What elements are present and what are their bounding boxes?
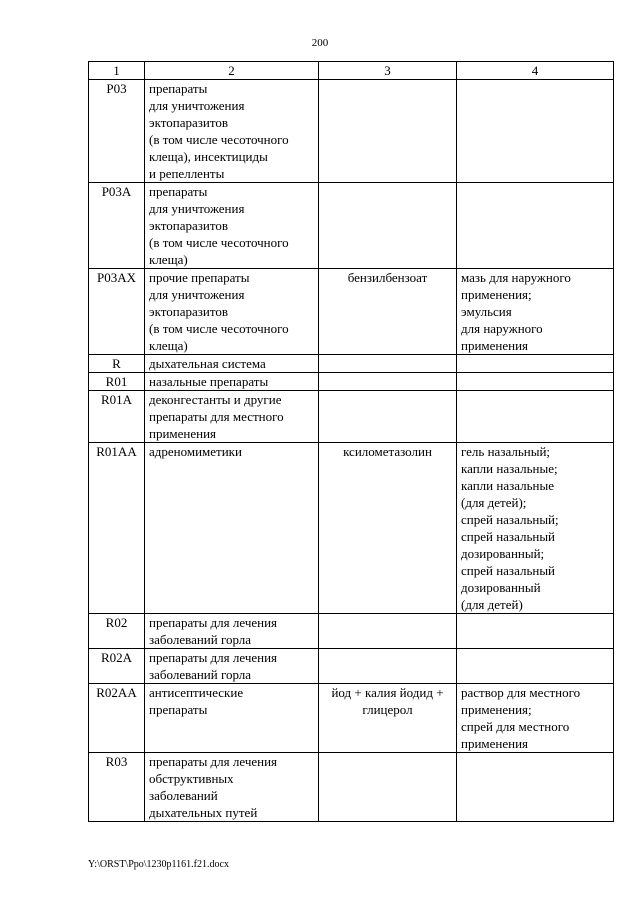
- form-cell: [457, 614, 614, 649]
- table-row: [89, 373, 614, 391]
- form-cell: [457, 373, 614, 391]
- name-cell: препараты для лечения заболеваний горла: [145, 649, 319, 684]
- drug-cell: [319, 649, 457, 684]
- table-row: [89, 355, 614, 373]
- form-cell: [457, 391, 614, 443]
- header-cell: 3: [319, 62, 457, 80]
- drug-table: [88, 61, 614, 822]
- code-cell: R: [89, 355, 145, 373]
- page-number: 200: [311, 37, 329, 49]
- table-row: [89, 649, 614, 684]
- name-cell: препараты для уничтожения эктопаразитов (в том числе чесоточного клеща): [145, 183, 319, 269]
- code-cell: P03A: [89, 183, 145, 269]
- header-cell: 4: [457, 62, 614, 80]
- code-cell: R01: [89, 373, 145, 391]
- code-cell: R01AA: [89, 443, 145, 614]
- name-cell: препараты для уничтожения эктопаразитов (в том числе чесоточного клеща), инсектициды и репелленты: [145, 80, 319, 183]
- table-row: [89, 684, 614, 753]
- drug-cell: [319, 80, 457, 183]
- drug-cell: [319, 614, 457, 649]
- drug-cell: [319, 355, 457, 373]
- drug-cell: [319, 753, 457, 822]
- name-cell: препараты для лечения заболеваний горла: [145, 614, 319, 649]
- name-cell: препараты для лечения обструктивных заболеваний дыхательных путей: [145, 753, 319, 822]
- table-row: [89, 443, 614, 614]
- code-cell: R02A: [89, 649, 145, 684]
- drug-cell: ксилометазолин: [319, 443, 457, 614]
- table-header-row: [89, 62, 614, 80]
- name-cell: адреномиметики: [145, 443, 319, 614]
- form-cell: [457, 753, 614, 822]
- table-row: [89, 80, 614, 183]
- name-cell: прочие препараты для уничтожения эктопаразитов (в том числе чесоточного клеща): [145, 269, 319, 355]
- table-row: [89, 269, 614, 355]
- code-cell: R02: [89, 614, 145, 649]
- name-cell: деконгестанты и другие препараты для местного применения: [145, 391, 319, 443]
- form-cell: [457, 183, 614, 269]
- form-cell: раствор для местного применения; спрей для местного применения: [457, 684, 614, 753]
- drug-cell: йод + калия йодид + глицерол: [319, 684, 457, 753]
- code-cell: P03: [89, 80, 145, 183]
- header-cell: 2: [145, 62, 319, 80]
- table-row: [89, 391, 614, 443]
- drug-cell: [319, 183, 457, 269]
- table-row: [89, 753, 614, 822]
- name-cell: антисептические препараты: [145, 684, 319, 753]
- drug-cell: бензилбензоат: [319, 269, 457, 355]
- name-cell: дыхательная система: [145, 355, 319, 373]
- drug-cell: [319, 373, 457, 391]
- table-row: [89, 614, 614, 649]
- code-cell: R03: [89, 753, 145, 822]
- table-row: [89, 183, 614, 269]
- name-cell: назальные препараты: [145, 373, 319, 391]
- code-cell: R02AA: [89, 684, 145, 753]
- drug-cell: [319, 391, 457, 443]
- form-cell: [457, 355, 614, 373]
- code-cell: P03AX: [89, 269, 145, 355]
- form-cell: мазь для наружного применения; эмульсия для наружного применения: [457, 269, 614, 355]
- form-cell: [457, 80, 614, 183]
- form-cell: [457, 649, 614, 684]
- code-cell: R01A: [89, 391, 145, 443]
- form-cell: гель назальный; капли назальные; капли назальные (для детей); спрей назальный; спрей назальный дозированный; спрей назальный дозированный (для детей): [457, 443, 614, 614]
- header-cell: 1: [89, 62, 145, 80]
- file-path-footer: Y:\ORST\Ppo\1230p1161.f21.docx: [88, 859, 229, 870]
